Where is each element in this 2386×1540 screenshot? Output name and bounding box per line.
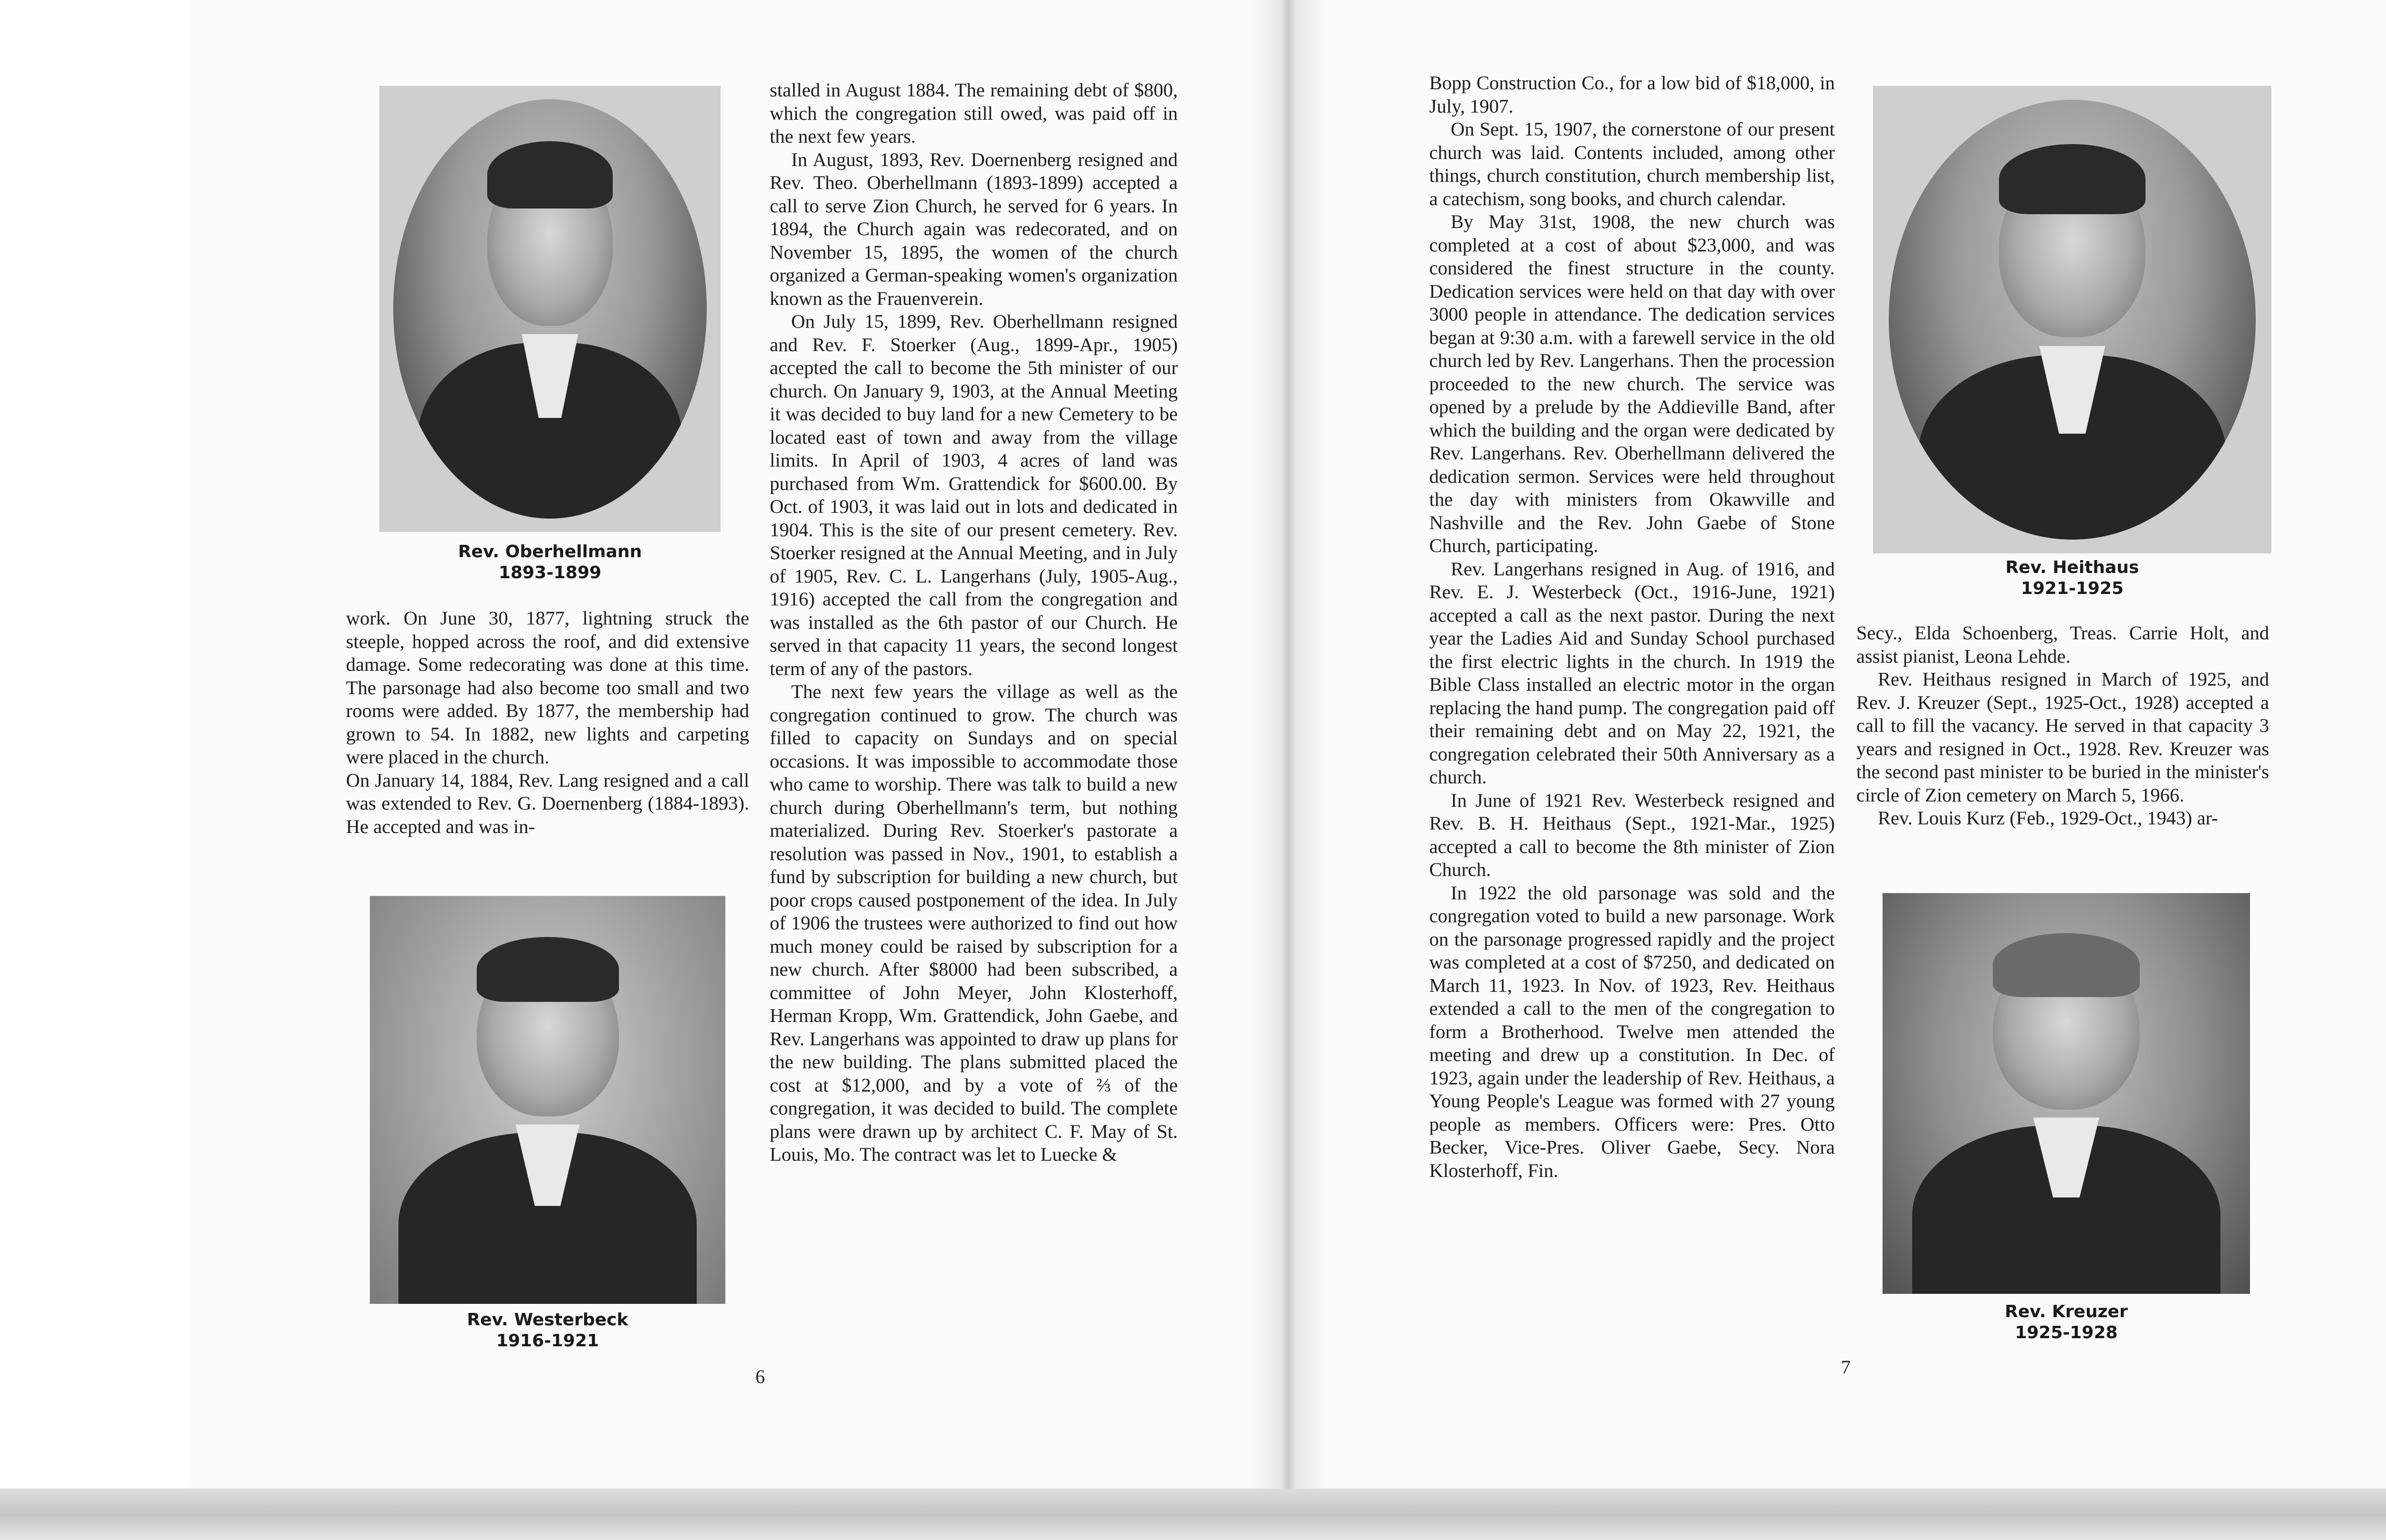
paragraph: Rev. Heithaus resigned in March of 1925, and Rev. J. Kreuzer (Sept., 1925-Oct., 1928) accepted a call to fill the vacancy. He served in that capacity 3 years and resigned in Oct., 1928. Rev. Kreuzer was the second past minister to be buried in the minister's circle of Zion cemetery on March 5, 1966. xyxy=(1856,668,2269,806)
paragraph: Rev. Langerhans resigned in Aug. of 1916, and Rev. E. J. Westerbeck (Oct., 1916-June, 1921) accepted a call as the next pastor. During the next year the Ladies Aid and Sunday School purchased the first electric lights in the church. In 1919 the Bible Class installed an electric motor in the organ replacing the hand pump. The congregation paid off their remaining debt and on May 22, 1921, the congregation celebrated their 50th Anniversary as a church. xyxy=(1429,558,1835,788)
paragraph: On January 14, 1884, Rev. Lang resigned and a call was extended to Rev. G. Doernenberg (1884-1893). He accepted and was in- xyxy=(346,769,749,837)
caption-years: 1893-1899 xyxy=(498,563,602,583)
portrait-westerbeck xyxy=(370,896,725,1304)
paragraph: Secy., Elda Schoenberg, Treas. Carrie Holt, and assist pianist, Leona Lehde. xyxy=(1856,622,2269,667)
right-page-column-2 xyxy=(1856,622,2269,830)
portrait-oval xyxy=(1889,100,2255,539)
scan-margin xyxy=(0,0,191,1540)
page-number: 7 xyxy=(1841,1356,1851,1378)
portrait-kreuzer xyxy=(1883,893,2250,1294)
caption-westerbeck xyxy=(370,1310,725,1352)
paragraph: work. On June 30, 1877, lightning struck the steeple, hopped across the roof, and did extensive damage. Some redecorating was done at this time. The parsonage had also become too small and two rooms were added. By 1877, the membership had grown to 54. In 1882, new lights and carpeting were placed in the church. xyxy=(346,607,749,768)
paragraph: By May 31st, 1908, the new church was completed at a cost of about $23,000, and was considered the finest structure in the county. Dedication services were held on that day with over 3000 people in attendance. The dedication services began at 9:30 a.m. with a farewell service in the old church led by Rev. Langerhans. Then the procession proceeded to the new church. The service was opened by a prelude by the Addieville Band, after which the building and the organ were dedicated by Rev. Langerhans. Rev. Oberhellmann delivered the dedication sermon. Services were held throughout the day with ministers from Okawville and Nashville and the Rev. John Gaebe of Stone Church, participating. xyxy=(1429,211,1835,556)
caption-name: Rev. Oberhellmann xyxy=(458,542,642,562)
caption-years: 1916-1921 xyxy=(496,1331,599,1351)
left-page-column-1 xyxy=(346,607,749,838)
left-page-column-2 xyxy=(770,79,1178,1166)
caption-name: Rev. Kreuzer xyxy=(2005,1302,2128,1321)
caption-name: Rev. Westerbeck xyxy=(467,1310,628,1330)
paragraph: On Sept. 15, 1907, the cornerstone of our present church was laid. Contents included, among other things, church constitution, church membership list, a catechism, song books, and church calendar. xyxy=(1429,118,1835,209)
paragraph: On July 15, 1899, Rev. Oberhellmann resigned and Rev. F. Stoerker (Aug., 1899-Apr., 1905) accepted the call to become the 5th minister of our church. On January 9, 1903, at the Annual Meeting it was decided to buy land for a new Cemetery to be located east of town and away from the village limits. In April of 1903, 4 acres of land was purchased from Wm. Grattendick for $600.00. By Oct. of 1903, it was laid out in lots and dedicated in 1904. This is the site of our present cemetery. Rev. Stoerker resigned at the Annual Meeting, and in July of 1905, Rev. C. L. Langerhans (July, 1905-Aug., 1916) accepted the call from the congregation and was installed as the 6th pastor of our Church. He served in that capacity 11 years, the second longest term of any of the pastors. xyxy=(770,311,1178,679)
scan-bottom-edge xyxy=(0,1488,2386,1540)
portrait-oberhellmann xyxy=(379,86,721,532)
caption-heithaus xyxy=(1873,557,2271,599)
page-number: 6 xyxy=(755,1366,765,1387)
paragraph: In 1922 the old parsonage was sold and the congregation voted to build a new parsonage. Work on the parsonage progressed rapidly and the project was completed at a cost of $7250, and dedicated on March 11, 1923. In Nov. of 1923, Rev. Heithaus extended a call to the men of the congregation to form a Brotherhood. Twelve men attended the meeting and drew up a constitution. In Dec. of 1923, again under the leadership of Rev. Heithaus, a Young People's League was formed with 27 young people as members. Officers were: Pres. Otto Becker, Vice-Pres. Oliver Gaebe, Secy. Nora Klosterhoff, Fin. xyxy=(1429,882,1835,1181)
caption-kreuzer xyxy=(1883,1301,2250,1343)
paragraph: Rev. Louis Kurz (Feb., 1929-Oct., 1943) ar- xyxy=(1878,807,2219,829)
book-gutter xyxy=(1250,0,1327,1493)
portrait-oval xyxy=(393,99,707,519)
paragraph: In June of 1921 Rev. Westerbeck resigned and Rev. B. H. Heithaus (Sept., 1921-Mar., 1925) accepted a call to become the 8th minister of Zion Church. xyxy=(1429,789,1835,880)
paragraph: Bopp Construction Co., for a low bid of $18,000, in July, 1907. xyxy=(1429,72,1835,117)
caption-oberhellmann xyxy=(379,541,721,583)
portrait-heithaus xyxy=(1873,86,2271,553)
caption-years: 1921-1925 xyxy=(2020,579,2124,598)
caption-name: Rev. Heithaus xyxy=(2005,558,2139,577)
paragraph: stalled in August 1884. The remaining debt of $800, which the congregation still owed, was paid off in the next few years. xyxy=(770,79,1178,147)
caption-years: 1925-1928 xyxy=(2015,1323,2118,1342)
paragraph: The next few years the village as well as the congregation continued to grow. The church was filled to capacity on Sundays and on special occasions. It was impossible to accommodate those who came to worship. There was talk to build a new church during Oberhellmann's term, but nothing materialized. During Rev. Stoerker's pastorate a resolution was passed in Nov., 1901, to establish a fund by subscription for building a new church, but poor crops caused postponement of the idea. In July of 1906 the trustees were authorized to find out how much money could be raised by subscription for a new church. After $8000 had been subscribed, a committee of John Meyer, John Klosterhoff, Herman Kropp, Wm. Grattendick, John Gaebe, and Rev. Langerhans was appointed to draw up plans for the new building. The plans submitted placed the cost at $12,000, and by a vote of ⅔ of the congregation, it was decided to build. The complete plans were drawn up by architect C. F. May of St. Louis, Mo. The contract was let to Luecke & xyxy=(770,681,1178,1165)
paragraph: In August, 1893, Rev. Doernenberg resigned and Rev. Theo. Oberhellmann (1893-1899) accepted a call to serve Zion Church, he served for 6 years. In 1894, the Church again was redecorated, and on November 15, 1895, the women of the church organized a German-speaking women's organization known as the Frauenverein. xyxy=(770,148,1178,309)
right-page-column-1 xyxy=(1429,72,1835,1182)
